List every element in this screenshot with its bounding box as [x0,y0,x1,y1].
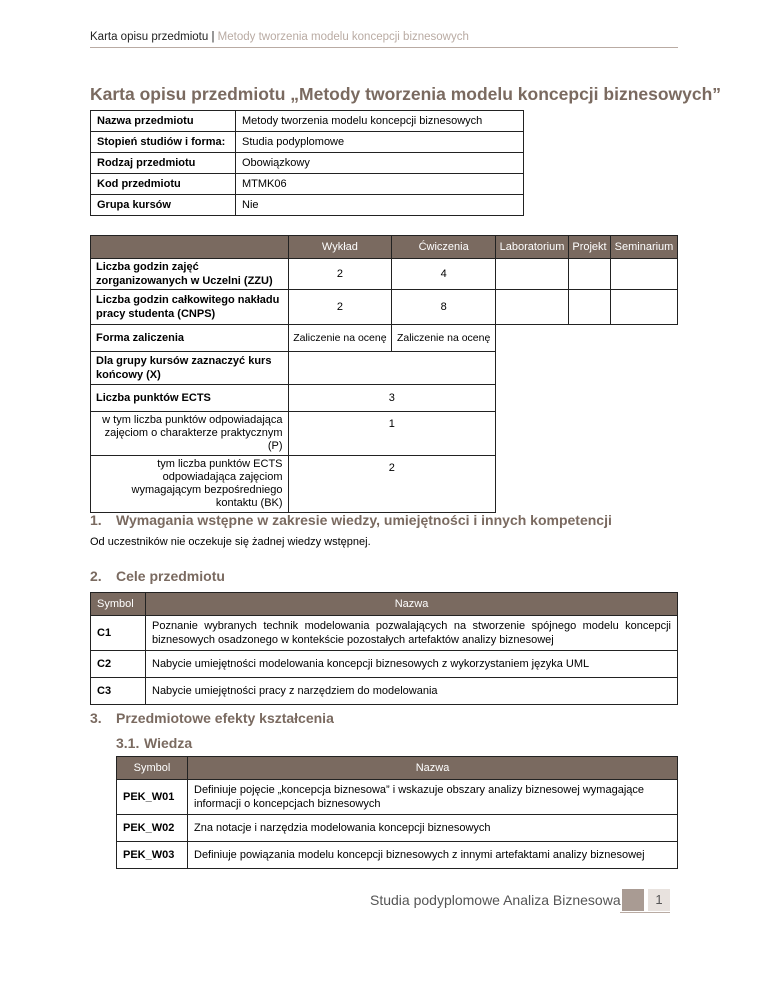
row-label: Liczba godzin całkowitego nakładu pracy studenta (CNPS) [91,290,289,325]
info-value: Studia podyplomowe [236,132,524,153]
row-label: Dla grupy kursów zaznaczyć kurs końcowy (X) [91,352,289,385]
section-1-number: 1. [90,512,102,528]
table-row [91,651,678,678]
row-bk [91,456,678,513]
section-1-text: Od uczestników nie oczekuje się żadnej wiedzy wstępnej. [90,536,371,548]
page-number: 1 [648,889,670,911]
outcome-text: Zna notacje i narzędzia modelowania koncepcji biznesowych [188,815,678,842]
section-2-number: 2. [90,568,102,584]
col-header-projekt: Projekt [569,236,611,259]
running-header [90,31,678,48]
cell-empty [496,259,569,290]
goal-text: Nabycie umiejętności pracy z narzędziem do modelowania [146,678,678,705]
goals-header-row [91,593,678,616]
table-row [117,815,678,842]
row-grupa [91,352,678,385]
info-row [91,195,524,216]
knowledge-outcomes-table [116,756,678,869]
ects-table [90,235,678,513]
section-3-1-title: Wiedza [144,735,193,751]
section-3-title: Przedmiotowe efekty kształcenia [116,710,334,726]
outcomes-header-symbol: Symbol [117,757,188,780]
info-row [91,174,524,195]
cell-empty [610,325,677,352]
section-2-title: Cele przedmiotu [116,568,225,584]
cell-zzu-cwiczenia: 4 [392,259,496,290]
cell-empty [496,456,569,513]
col-header-wyklad: Wykład [288,236,392,259]
outcomes-header-row [117,757,678,780]
cell-forma-wyklad: Zaliczenie na ocenę [288,325,392,352]
cell-forma-cwiczenia: Zaliczenie na ocenę [392,325,496,352]
row-cnps [91,290,678,325]
document-title: Karta opisu przedmiotu „Metody tworzenia modelu koncepcji biznesowych” [90,84,722,104]
cell-empty [496,325,569,352]
cell-empty [569,412,611,456]
section-1-heading [90,512,612,528]
course-info-table [90,110,524,216]
cell-empty [610,352,677,385]
running-header-separator: | [211,31,215,43]
goal-text: Nabycie umiejętności modelowania koncepcji biznesowych z wykorzystaniem języka UML [146,651,678,678]
footer-divider [620,912,670,913]
outcome-text: Definiuje pojęcie „koncepcja biznesowa” i wskazuje obszary analizy biznesowej wymagające informacji o koncepcjach biznesowych [188,780,678,815]
info-row [91,132,524,153]
cell-zzu-wyklad: 2 [288,259,392,290]
footer-decoration [622,889,644,911]
goal-code: C2 [91,651,146,678]
outcome-code: PEK_W01 [117,780,188,815]
cell-empty [496,352,569,385]
running-header-main: Karta opisu przedmiotu [90,31,209,43]
row-forma [91,325,678,352]
info-row [91,111,524,132]
section-3-1-number: 3.1. [116,735,140,751]
table-row [91,678,678,705]
info-label: Rodzaj przedmiotu [91,153,236,174]
cell-ects-value: 3 [288,385,495,412]
table-row [117,842,678,869]
cell-empty [496,385,569,412]
outcome-text: Definiuje powiązania modelu koncepcji biznesowych z innymi artefaktami analizy biznesowej [188,842,678,869]
goal-code: C3 [91,678,146,705]
goal-code: C1 [91,616,146,651]
col-header-cwiczenia: Ćwiczenia [392,236,496,259]
section-3-number: 3. [90,710,102,726]
cell-empty [496,412,569,456]
cell-empty [569,290,611,325]
info-value: Nie [236,195,524,216]
section-2-heading [90,568,225,584]
info-label: Kod przedmiotu [91,174,236,195]
section-1-title: Wymagania wstępne w zakresie wiedzy, umiejętności i innych kompetencji [116,512,612,528]
row-label: Liczba punktów ECTS [91,385,289,412]
col-header-laboratorium: Laboratorium [496,236,569,259]
course-goals-table [90,592,678,705]
info-row [91,153,524,174]
cell-cnps-cwiczenia: 8 [392,290,496,325]
goals-header-symbol: Symbol [91,593,146,616]
info-label: Grupa kursów [91,195,236,216]
section-3-1-heading [116,735,192,751]
cell-empty [569,325,611,352]
cell-bk-value: 2 [288,456,495,513]
goals-header-name: Nazwa [146,593,678,616]
cell-empty [569,456,611,513]
row-ects [91,385,678,412]
cell-empty [610,385,677,412]
info-label: Stopień studiów i forma: [91,132,236,153]
cell-empty [288,352,495,385]
cell-empty [610,259,677,290]
cell-empty [569,352,611,385]
ects-header-row [91,236,678,259]
cell-empty [610,412,677,456]
info-value: Obowiązkowy [236,153,524,174]
table-row [91,616,678,651]
info-label: Nazwa przedmiotu [91,111,236,132]
col-header-seminarium: Seminarium [610,236,677,259]
row-label: Forma zaliczenia [91,325,289,352]
cell-cnps-wyklad: 2 [288,290,392,325]
cell-praktyczne-value: 1 [288,412,495,456]
table-row [117,780,678,815]
row-zzu [91,259,678,290]
info-value: Metody tworzenia modelu koncepcji biznesowych [236,111,524,132]
footer-program-name: Studia podyplomowe Analiza Biznesowa [370,892,621,908]
ects-header-blank [91,236,289,259]
row-label: Liczba godzin zajęć zorganizowanych w Uczelni (ZZU) [91,259,289,290]
section-3-heading [90,710,334,726]
outcome-code: PEK_W03 [117,842,188,869]
cell-empty [496,290,569,325]
cell-empty [569,385,611,412]
cell-empty [610,456,677,513]
running-header-subtitle: Metody tworzenia modelu koncepcji biznesowych [217,31,469,43]
row-praktyczne [91,412,678,456]
info-value: MTMK06 [236,174,524,195]
row-label: tym liczba punktów ECTS odpowiadająca zajęciom wymagającym bezpośredniego kontaktu (BK) [91,456,289,513]
cell-empty [569,259,611,290]
outcomes-header-name: Nazwa [188,757,678,780]
cell-empty [610,290,677,325]
row-label: w tym liczba punktów odpowiadająca zajęciom o charakterze praktycznym (P) [91,412,289,456]
outcome-code: PEK_W02 [117,815,188,842]
goal-text: Poznanie wybranych technik modelowania pozwalających na stworzenie spójnego modelu koncepcji biznesowych osadzonego w kontekście pozostałych artefaktów analizy biznesowej [146,616,678,651]
